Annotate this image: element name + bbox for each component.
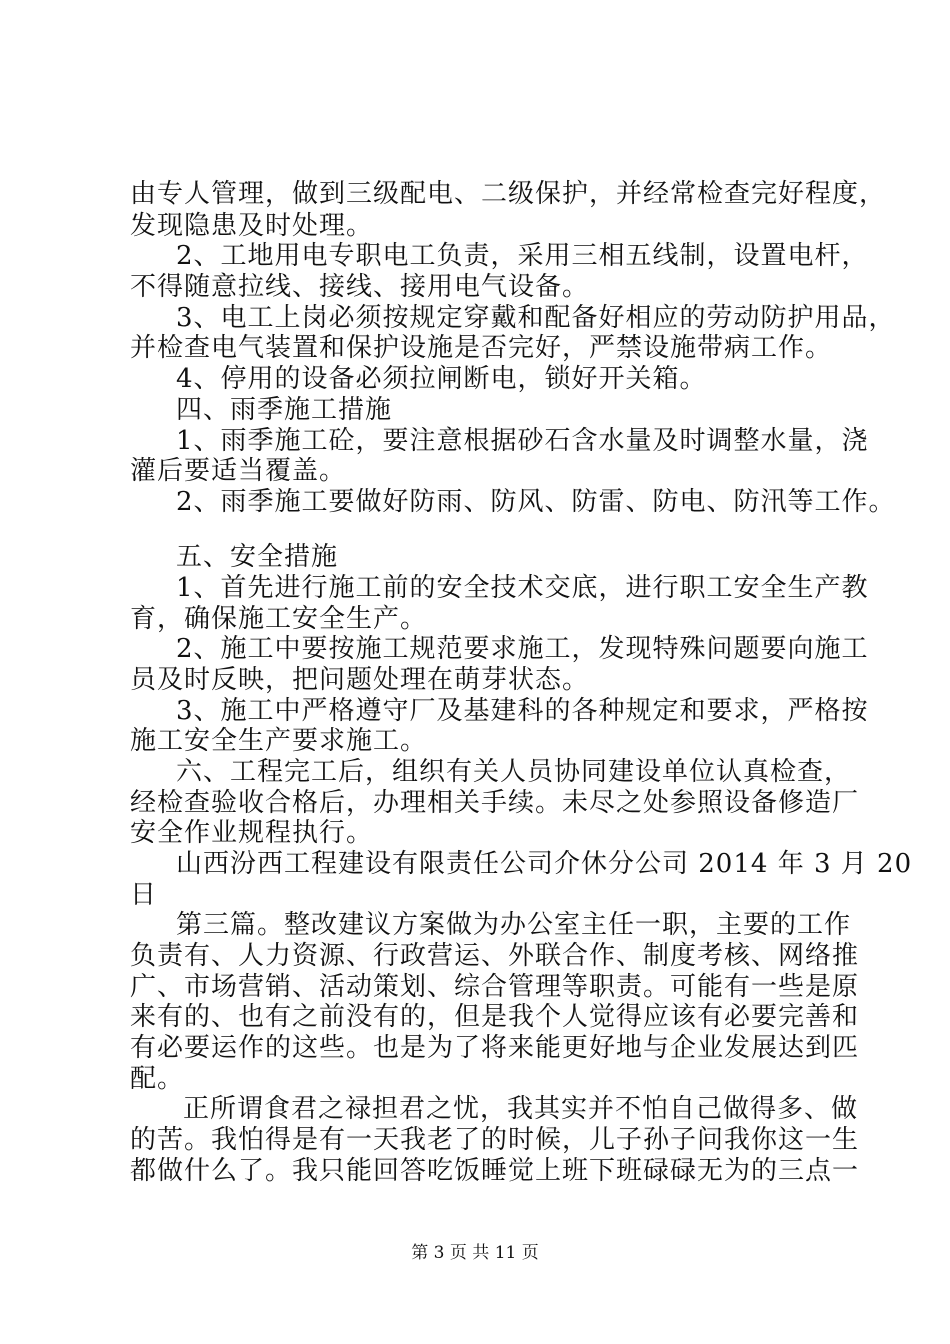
text-line: 发现隐患及时处理。 [130, 211, 374, 241]
text-line: 3、电工上岗必须按规定穿戴和配备好相应的劳动防护用品， [176, 303, 896, 333]
signature-line: 山西汾西工程建设有限责任公司介休分公司 2014 年 3 月 20 [176, 849, 913, 879]
text-line: 4、停用的设备必须拉闸断电，锁好开关箱。 [176, 364, 707, 394]
text-line: 1、雨季施工砼，要注意根据砂石含水量及时调整水量，浇 [176, 426, 869, 456]
text-line: 六、工程完工后，组织有关人员协同建设单位认真检查， [176, 757, 852, 787]
page-footer: 第 3 页 共 11 页 [411, 1243, 539, 1263]
text-line: 2、工地用电专职电工负责，采用三相五线制，设置电杆， [176, 241, 869, 271]
text-line: 员及时反映，把问题处理在萌芽状态。 [130, 665, 590, 695]
text-line: 日 [130, 880, 158, 910]
text-line: 配。 [130, 1064, 185, 1094]
text-line: 育，确保施工安全生产。 [130, 604, 428, 634]
text-line: 1、首先进行施工前的安全技术交底，进行职工安全生产教 [176, 573, 869, 603]
text-line: 都做什么了。我只能回答吃饭睡觉上班下班碌碌无为的三点一 [130, 1156, 860, 1186]
text-line: 并检查电气装置和保护设施是否完好，严禁设施带病工作。 [130, 333, 833, 363]
text-line: 广、市场营销、活动策划、综合管理等职责。可能有一些是原 [130, 972, 860, 1002]
text-line: 来有的、也有之前没有的，但是我个人觉得应该有必要完善和 [130, 1002, 860, 1032]
text-line: 3、施工中严格遵守厂及基建科的各种规定和要求，严格按 [176, 696, 869, 726]
section-heading: 五、安全措施 [176, 542, 339, 572]
section-heading: 四、雨季施工措施 [176, 395, 393, 425]
text-line: 灌后要适当覆盖。 [130, 456, 347, 486]
text-line: 第三篇。整改建议方案做为办公室主任一职，主要的工作 [176, 910, 852, 940]
text-line: 不得随意拉线、接线、接用电气设备。 [130, 272, 590, 302]
text-line: 经检查验收合格后，办理相关手续。未尽之处参照设备修造厂 [130, 788, 860, 818]
text-line: 施工安全生产要求施工。 [130, 726, 428, 756]
text-line: 负责有、人力资源、行政营运、外联合作、制度考核、网络推 [130, 941, 860, 971]
text-line: 正所谓食君之禄担君之忧，我其实并不怕自己做得多、做 [183, 1094, 859, 1124]
text-line: 的苦。我怕得是有一天我老了的时候，儿子孙子问我你这一生 [130, 1125, 860, 1155]
text-line: 2、施工中要按施工规范要求施工，发现特殊问题要向施工 [176, 634, 869, 664]
text-line: 安全作业规程执行。 [130, 818, 374, 848]
text-line: 有必要运作的这些。也是为了将来能更好地与企业发展达到匹 [130, 1033, 860, 1063]
text-line: 2、雨季施工要做好防雨、防风、防雷、防电、防汛等工作。 [176, 487, 896, 517]
text-line: 由专人管理，做到三级配电、二级保护，并经常检查完好程度， [130, 179, 887, 209]
